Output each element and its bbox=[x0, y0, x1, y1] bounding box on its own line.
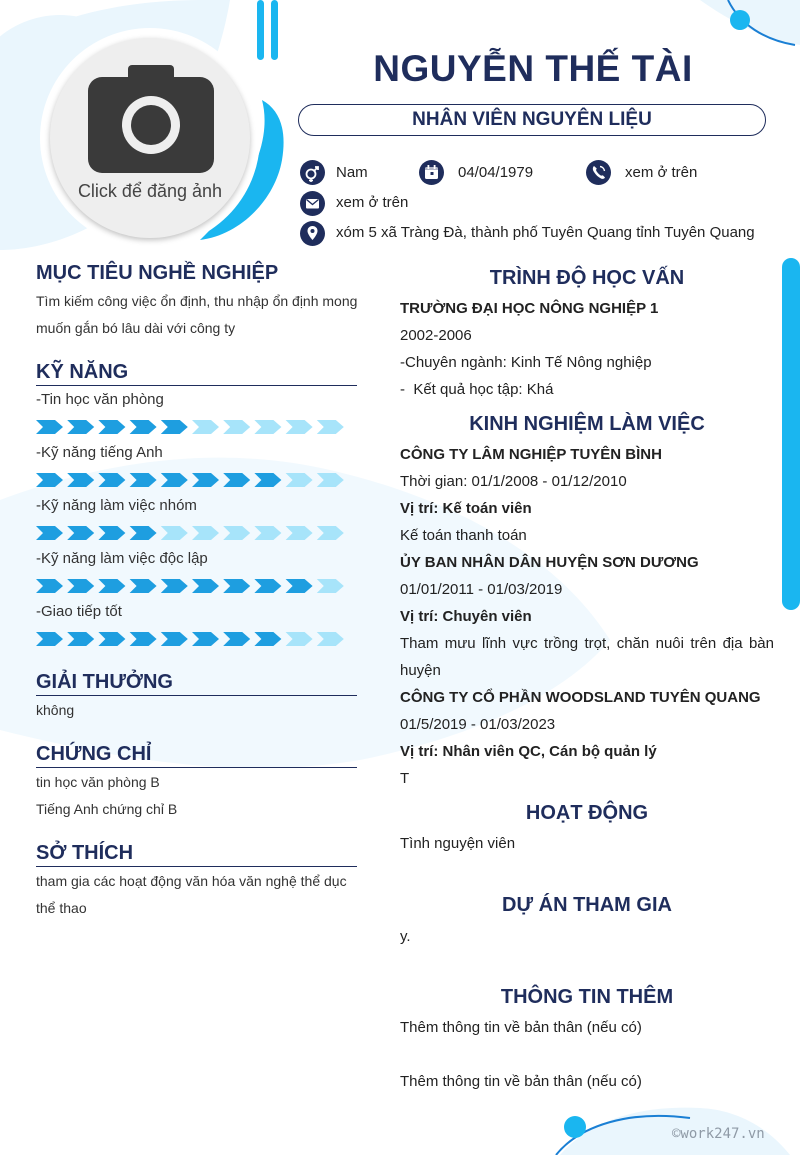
skill-arrow-filled bbox=[192, 632, 219, 646]
watermark: ©work247.vn bbox=[672, 1126, 765, 1142]
job-description: Tham mưu lĩnh vực trồng trọt, chăn nuôi trên địa bàn huyện bbox=[400, 635, 774, 679]
hobbies-text: tham gia các hoạt động văn hóa văn nghệ thể dục thể thao bbox=[36, 873, 347, 916]
skill-arrow-filled bbox=[223, 632, 250, 646]
skill-arrow-filled bbox=[98, 526, 125, 540]
skill-arrow-empty bbox=[317, 420, 344, 434]
photo-upload-label: Click để đăng ảnh bbox=[77, 181, 223, 201]
job-description: Kế toán thanh toán bbox=[400, 527, 527, 544]
skill-arrow-filled bbox=[130, 526, 157, 540]
activities-heading: HOẠT ĐỘNG bbox=[525, 802, 649, 824]
skill-arrow-empty bbox=[254, 420, 281, 434]
skill-arrow-empty bbox=[223, 526, 250, 540]
skill-arrow-filled bbox=[67, 632, 94, 646]
projects-heading: DỰ ÁN THAM GIA bbox=[502, 894, 672, 916]
job-company: CÔNG TY LÂM NGHIỆP TUYÊN BÌNH bbox=[400, 446, 662, 463]
phone-value: xem ở trên bbox=[625, 164, 698, 181]
skill-arrow-filled bbox=[130, 632, 157, 646]
hobbies-heading: SỞ THÍCH bbox=[36, 842, 357, 867]
job-period: 01/5/2019 - 01/03/2023 bbox=[400, 716, 556, 733]
education-years: 2002-2006 bbox=[400, 327, 472, 344]
education-school: TRƯỜNG ĐẠI HỌC NÔNG NGHIỆP 1 bbox=[400, 300, 659, 317]
skill-arrow-empty bbox=[317, 473, 344, 487]
phone-icon bbox=[586, 160, 611, 185]
experience-heading: KINH NGHIỆM LÀM VIỆC bbox=[469, 413, 705, 435]
skill-arrow-filled bbox=[161, 473, 188, 487]
skill-arrow-filled bbox=[223, 579, 250, 593]
calendar-icon bbox=[419, 160, 444, 185]
skill-arrow-empty bbox=[223, 420, 250, 434]
skill-arrow-filled bbox=[67, 420, 94, 434]
skill-arrow-empty bbox=[317, 526, 344, 540]
skill-arrow-filled bbox=[36, 526, 63, 540]
skill-rating-bar bbox=[36, 631, 356, 647]
awards-text: không bbox=[36, 702, 75, 718]
job-company: ỦY BAN NHÂN DÂN HUYỆN SƠN DƯƠNG bbox=[400, 554, 699, 571]
skill-arrow-empty bbox=[317, 579, 344, 593]
skill-arrow-empty bbox=[192, 526, 219, 540]
skill-arrow-filled bbox=[254, 632, 281, 646]
projects-text: y. bbox=[400, 928, 411, 945]
skill-arrow-filled bbox=[36, 579, 63, 593]
skill-rating-bar bbox=[36, 419, 356, 435]
job-period: 01/01/2011 - 01/03/2019 bbox=[400, 581, 563, 598]
objective-text: Tìm kiếm công việc ổn định, thu nhập ổn định mong muốn gắn bó lâu dài với công ty bbox=[36, 293, 358, 336]
skills-heading: KỸ NĂNG bbox=[36, 361, 357, 386]
skill-arrow-empty bbox=[286, 632, 313, 646]
skill-arrow-filled bbox=[254, 473, 281, 487]
education-heading: TRÌNH ĐỘ HỌC VẤN bbox=[489, 267, 685, 289]
skill-arrow-filled bbox=[161, 420, 188, 434]
awards-heading: GIẢI THƯỞNG bbox=[36, 671, 357, 696]
skill-arrow-filled bbox=[67, 473, 94, 487]
email-value: xem ở trên bbox=[336, 194, 409, 211]
certificates-heading: CHỨNG CHỈ bbox=[36, 743, 357, 768]
job-description: T bbox=[400, 770, 410, 787]
gender-icon bbox=[300, 160, 325, 185]
additional-info-item: Thêm thông tin về bản thân (nếu có) bbox=[400, 1073, 642, 1090]
job-role: Vị trí: Nhân viên QC, Cán bộ quản lý bbox=[400, 743, 657, 760]
skill-arrow-empty bbox=[286, 526, 313, 540]
certificate-item: tin học văn phòng B bbox=[36, 774, 160, 790]
skill-arrow-filled bbox=[161, 632, 188, 646]
skill-arrow-filled bbox=[67, 526, 94, 540]
job-role: Vị trí: Chuyên viên bbox=[400, 608, 532, 625]
gender-value: Nam bbox=[336, 164, 368, 181]
additional-info-heading: THÔNG TIN THÊM bbox=[500, 986, 674, 1008]
camera-icon bbox=[88, 65, 214, 173]
profile-photo-upload[interactable] bbox=[50, 38, 250, 238]
skill-arrow-filled bbox=[130, 420, 157, 434]
skill-arrow-filled bbox=[36, 632, 63, 646]
additional-info-item: Thêm thông tin về bản thân (nếu có) bbox=[400, 1019, 642, 1036]
job-period: Thời gian: 01/1/2008 - 01/12/2010 bbox=[400, 473, 627, 490]
skill-arrow-filled bbox=[130, 473, 157, 487]
skill-arrow-filled bbox=[36, 420, 63, 434]
skill-name: -Tin học văn phòng bbox=[36, 391, 164, 408]
skill-arrow-filled bbox=[98, 420, 125, 434]
skill-arrow-filled bbox=[36, 473, 63, 487]
skill-arrow-empty bbox=[286, 473, 313, 487]
skill-name: -Kỹ năng làm việc nhóm bbox=[36, 497, 197, 514]
skill-name: -Giao tiếp tốt bbox=[36, 603, 122, 620]
skill-arrow-filled bbox=[223, 473, 250, 487]
job-title: NHÂN VIÊN NGUYÊN LIỆU bbox=[298, 104, 766, 136]
location-icon bbox=[300, 221, 325, 246]
skill-arrow-filled bbox=[192, 473, 219, 487]
skill-arrow-filled bbox=[192, 579, 219, 593]
certificate-item: Tiếng Anh chứng chỉ B bbox=[36, 801, 178, 817]
objective-heading: MỤC TIÊU NGHỀ NGHIỆP bbox=[36, 262, 279, 284]
skill-arrow-filled bbox=[254, 579, 281, 593]
skill-rating-bar bbox=[36, 578, 356, 594]
skill-rating-bar bbox=[36, 472, 356, 488]
skill-arrow-filled bbox=[67, 579, 94, 593]
address-value: xóm 5 xã Tràng Đà, thành phố Tuyên Quang tỉnh Tuyên Quang bbox=[336, 224, 755, 241]
skill-arrow-filled bbox=[98, 473, 125, 487]
skill-arrow-empty bbox=[254, 526, 281, 540]
activities-text: Tình nguyện viên bbox=[400, 835, 516, 852]
education-result: - Kết quả học tập: Khá bbox=[400, 381, 554, 398]
email-icon bbox=[300, 191, 325, 216]
skill-arrow-filled bbox=[98, 632, 125, 646]
skill-arrow-empty bbox=[161, 526, 188, 540]
birthdate-value: 04/04/1979 bbox=[458, 164, 534, 181]
skill-arrow-filled bbox=[130, 579, 157, 593]
skill-name: -Kỹ năng tiếng Anh bbox=[36, 444, 163, 461]
skill-name: -Kỹ năng làm việc độc lập bbox=[36, 550, 208, 567]
skill-arrow-filled bbox=[161, 579, 188, 593]
job-company: CÔNG TY CỔ PHẦN WOODSLAND TUYÊN QUANG bbox=[400, 689, 761, 706]
skill-arrow-filled bbox=[98, 579, 125, 593]
skill-arrow-filled bbox=[286, 579, 313, 593]
skill-arrow-empty bbox=[286, 420, 313, 434]
skill-rating-bar bbox=[36, 525, 356, 541]
candidate-name: NGUYỄN THẾ TÀI bbox=[373, 48, 693, 89]
job-role: Vị trí: Kế toán viên bbox=[400, 500, 532, 517]
skill-arrow-empty bbox=[192, 420, 219, 434]
skill-arrow-empty bbox=[317, 632, 344, 646]
education-major: -Chuyên ngành: Kinh Tế Nông nghiệp bbox=[400, 354, 652, 371]
